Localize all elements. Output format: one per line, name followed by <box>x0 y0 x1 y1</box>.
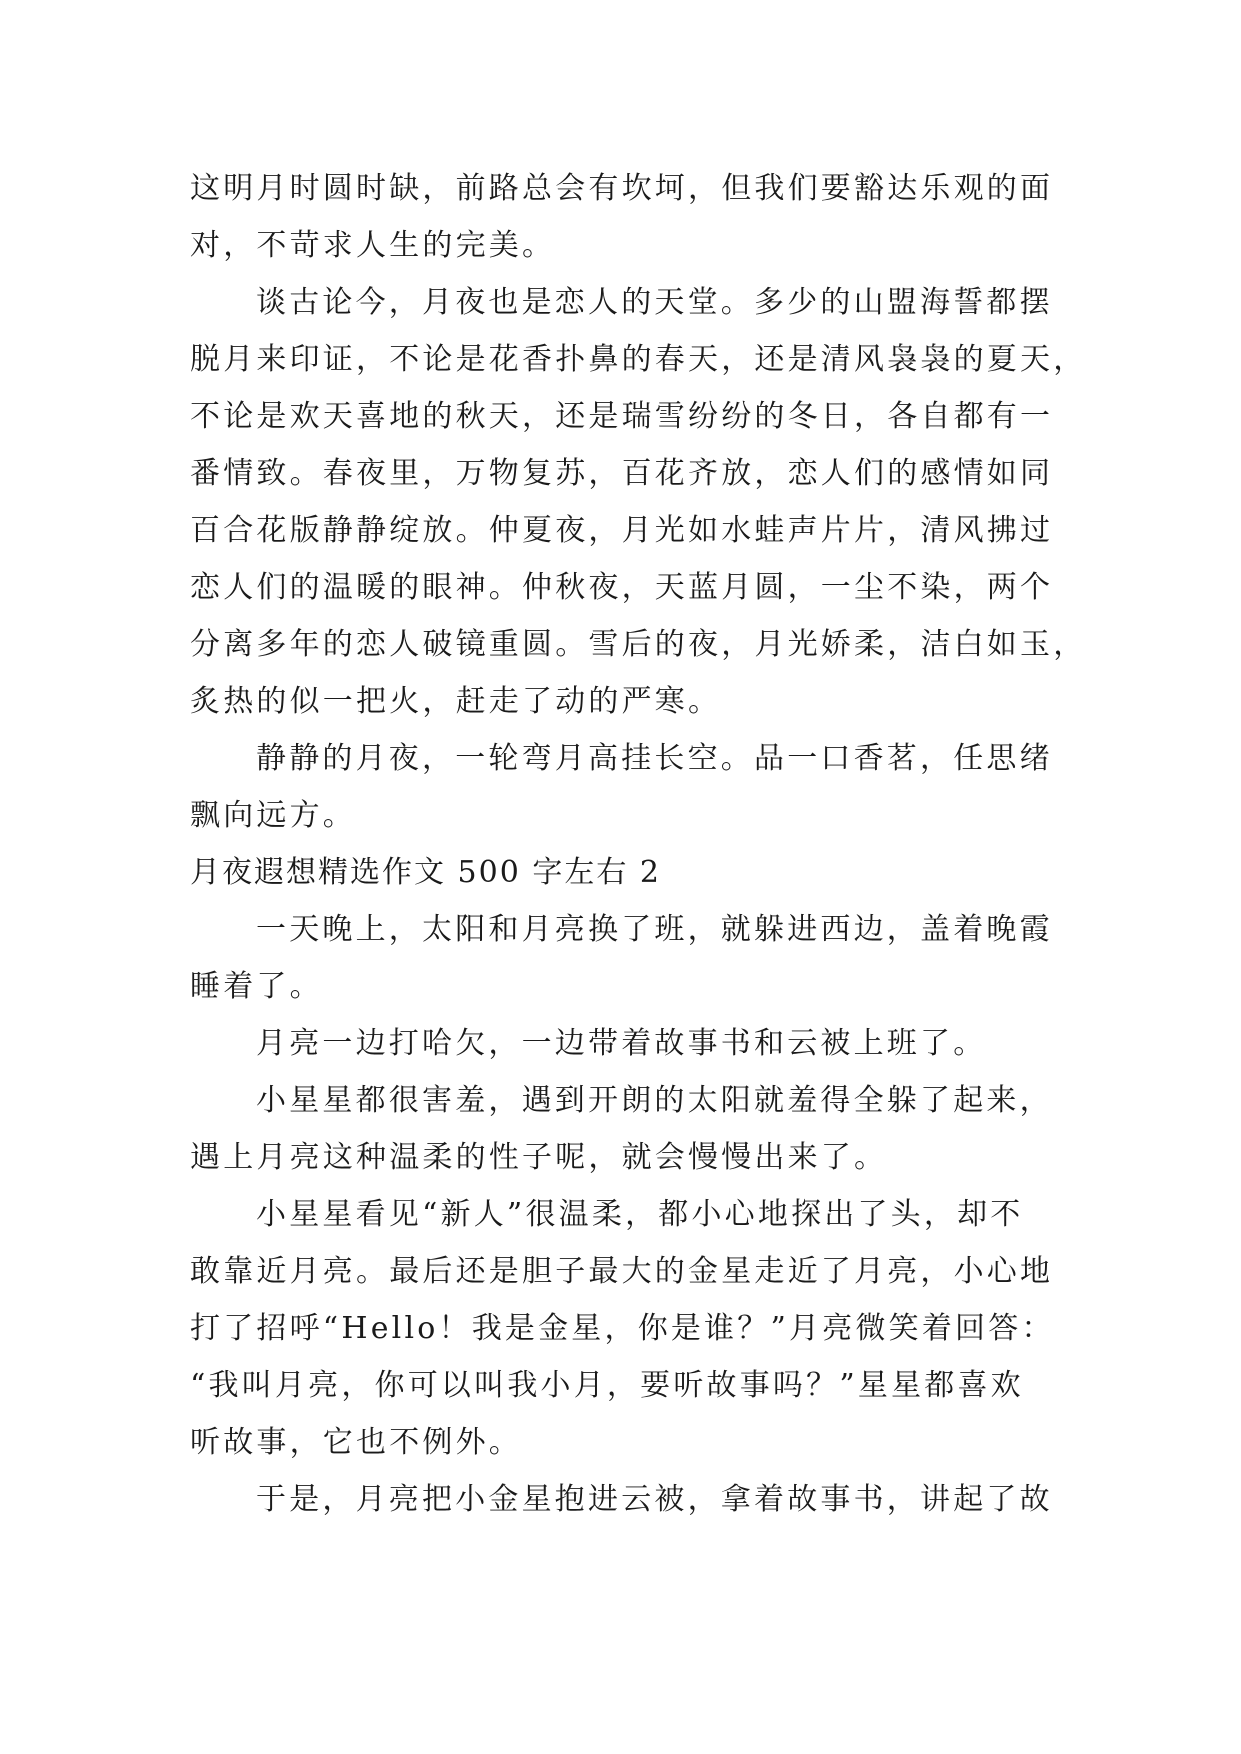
text-line: 不论是欢天喜地的秋天，还是瑞雪纷纷的冬日，各自都有一 <box>190 399 1054 434</box>
text-line: 对，不苛求人生的完美。 <box>190 228 556 263</box>
text-line: 静静的月夜，一轮弯月高挂长空。品一口香茗，任思绪 <box>256 741 1053 776</box>
text-line: 遇上月亮这种温柔的性子呢，就会慢慢出来了。 <box>190 1140 888 1175</box>
text-line: 睡着了。 <box>190 969 323 1004</box>
document-body <box>190 160 1090 1528</box>
text-line: 脱月来印证，不论是花香扑鼻的春天，还是清风袅袅的夏天， <box>190 342 1087 377</box>
text-line: “我叫月亮，你可以叫我小月，要听故事吗？”星星都喜欢 <box>190 1368 1024 1403</box>
text-line: 炙热的似一把火，赶走了动的严寒。 <box>190 684 722 719</box>
text-line: 于是，月亮把小金星抱进云被，拿着故事书，讲起了故 <box>256 1482 1053 1517</box>
text-line: 听故事，它也不例外。 <box>190 1425 522 1460</box>
text-line: 恋人们的温暖的眼神。仲秋夜，天蓝月圆，一尘不染，两个 <box>190 570 1054 605</box>
text-line: 这明月时圆时缺，前路总会有坎坷，但我们要豁达乐观的面 <box>190 171 1054 206</box>
section-heading: 月夜遐想精选作文 500 字左右 2 <box>190 855 661 890</box>
text-line: 小星星看见“新人”很温柔，都小心地探出了头，却不 <box>256 1197 1024 1232</box>
text-line: 敢靠近月亮。最后还是胆子最大的金星走近了月亮，小心地 <box>190 1254 1054 1289</box>
text-line: 番情致。春夜里，万物复苏，百花齐放，恋人们的感情如同 <box>190 456 1054 491</box>
text-line: 飘向远方。 <box>190 798 356 833</box>
text-line: 分离多年的恋人破镜重圆。雪后的夜，月光娇柔，洁白如玉， <box>190 627 1087 662</box>
text-line: 月亮一边打哈欠，一边带着故事书和云被上班了。 <box>256 1026 987 1061</box>
text-line: 一天晚上，太阳和月亮换了班，就躲进西边，盖着晚霞 <box>256 912 1053 947</box>
text-line: 谈古论今，月夜也是恋人的天堂。多少的山盟海誓都摆 <box>256 285 1053 320</box>
text-line: 小星星都很害羞，遇到开朗的太阳就羞得全躲了起来， <box>256 1083 1053 1118</box>
text-line: 打了招呼“Hello！我是金星，你是谁？”月亮微笑着回答： <box>190 1311 1055 1346</box>
text-line: 百合花版静静绽放。仲夏夜，月光如水蛙声片片，清风拂过 <box>190 513 1054 548</box>
